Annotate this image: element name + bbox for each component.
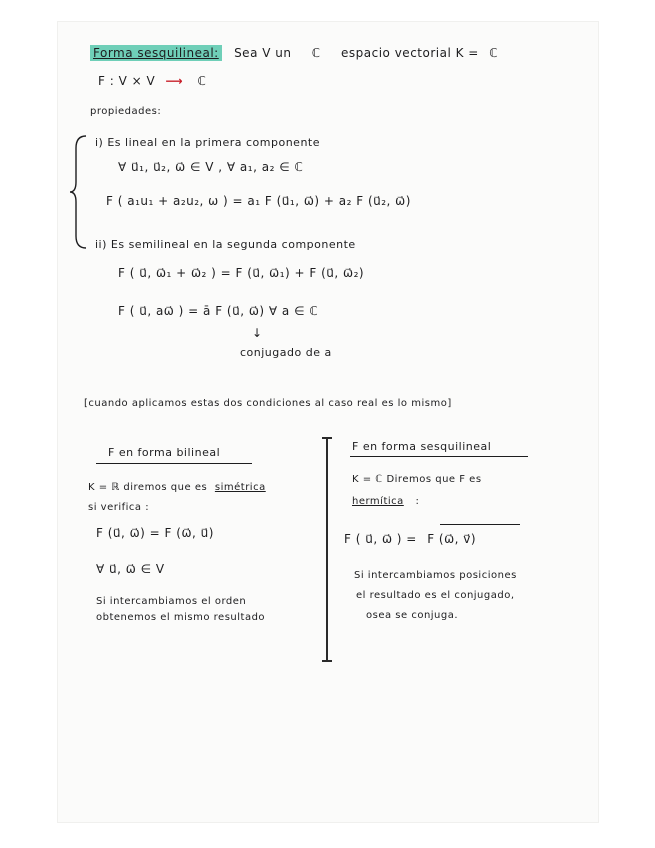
field-symbol: ℂ [311, 46, 321, 60]
left-text2: obtenemos el mismo resultado [96, 612, 266, 623]
map-rhs: ℂ [197, 74, 207, 88]
properties-brace [70, 134, 92, 250]
map-definition [98, 74, 206, 88]
prop2-equation2: F ( u⃗, aω⃗ ) = ā F (u⃗, ω⃗) ∀ a ∈ ℂ [118, 304, 319, 318]
right-line2 [352, 496, 419, 507]
field-symbol-2: ℂ [489, 46, 499, 60]
right-text1: Si intercambiamos posiciones [354, 570, 517, 581]
right-line1: K = ℂ Diremos que F es [352, 474, 482, 485]
title-label: Forma sesquilineal: [90, 45, 222, 61]
left-quantifier: ∀ u⃗, ω⃗ ∈ V [96, 562, 165, 576]
column-divider [326, 437, 328, 662]
down-arrow: ↓ [252, 326, 263, 340]
prop2-equation1: F ( u⃗, ω⃗₁ + ω⃗₂ ) = F (u⃗, ω⃗₁) + F (u⃗, ω⃗₂) [118, 266, 365, 280]
conjugate-note: conjugado de a [240, 346, 332, 359]
symmetric-word: simétrica [214, 482, 266, 493]
right-equation [344, 532, 476, 546]
properties-heading: propiedades: [90, 106, 162, 117]
right-text2: el resultado es el conjugado, [356, 590, 515, 601]
map-lhs: F : V × V [98, 74, 156, 88]
real-case-note: [cuando aplicamos estas dos condiciones al caso real es lo mismo] [84, 398, 452, 409]
prop1-equation: F ( a₁u₁ + a₂u₂, ω ) = a₁ F (u⃗₁, ω⃗) + a₂ F (u⃗₂, ω⃗) [106, 194, 411, 208]
header-line [90, 46, 498, 60]
map-arrow: ⟶ [165, 74, 184, 88]
left-title: F en forma bilineal [108, 446, 221, 459]
right-eq-rhs: F (ω⃗, v⃗) [427, 532, 477, 546]
right-text3: osea se conjuga. [366, 610, 459, 621]
left-equation: F (u⃗, ω⃗) = F (ω⃗, u⃗) [96, 526, 214, 540]
right-title: F en forma sesquilineal [352, 440, 492, 453]
left-line2: si verifica : [88, 502, 150, 513]
prop1-title: i) Es lineal en la primera componente [95, 136, 320, 149]
right-colon: : [415, 496, 420, 507]
conjugate-overline [440, 524, 520, 525]
hermitic-word: hermítica [352, 496, 404, 507]
divider-cap-bottom [322, 660, 332, 662]
intro-text: Sea V un [234, 46, 292, 60]
left-line1 [88, 482, 266, 493]
intro-rest: espacio vectorial K = [341, 46, 479, 60]
left-title-underline [96, 463, 252, 464]
left-text1: Si intercambiamos el orden [96, 596, 247, 607]
right-eq-lhs: F ( u⃗, ω⃗ ) = [344, 532, 417, 546]
prop2-title: ii) Es semilineal en la segunda componente [95, 238, 356, 251]
divider-cap-top [322, 437, 332, 439]
left-line1-a: K = ℝ diremos que es [88, 482, 208, 493]
prop1-quantifier: ∀ u⃗₁, u⃗₂, ω⃗ ∈ V , ∀ a₁, a₂ ∈ ℂ [118, 160, 304, 174]
right-title-underline [350, 456, 528, 457]
